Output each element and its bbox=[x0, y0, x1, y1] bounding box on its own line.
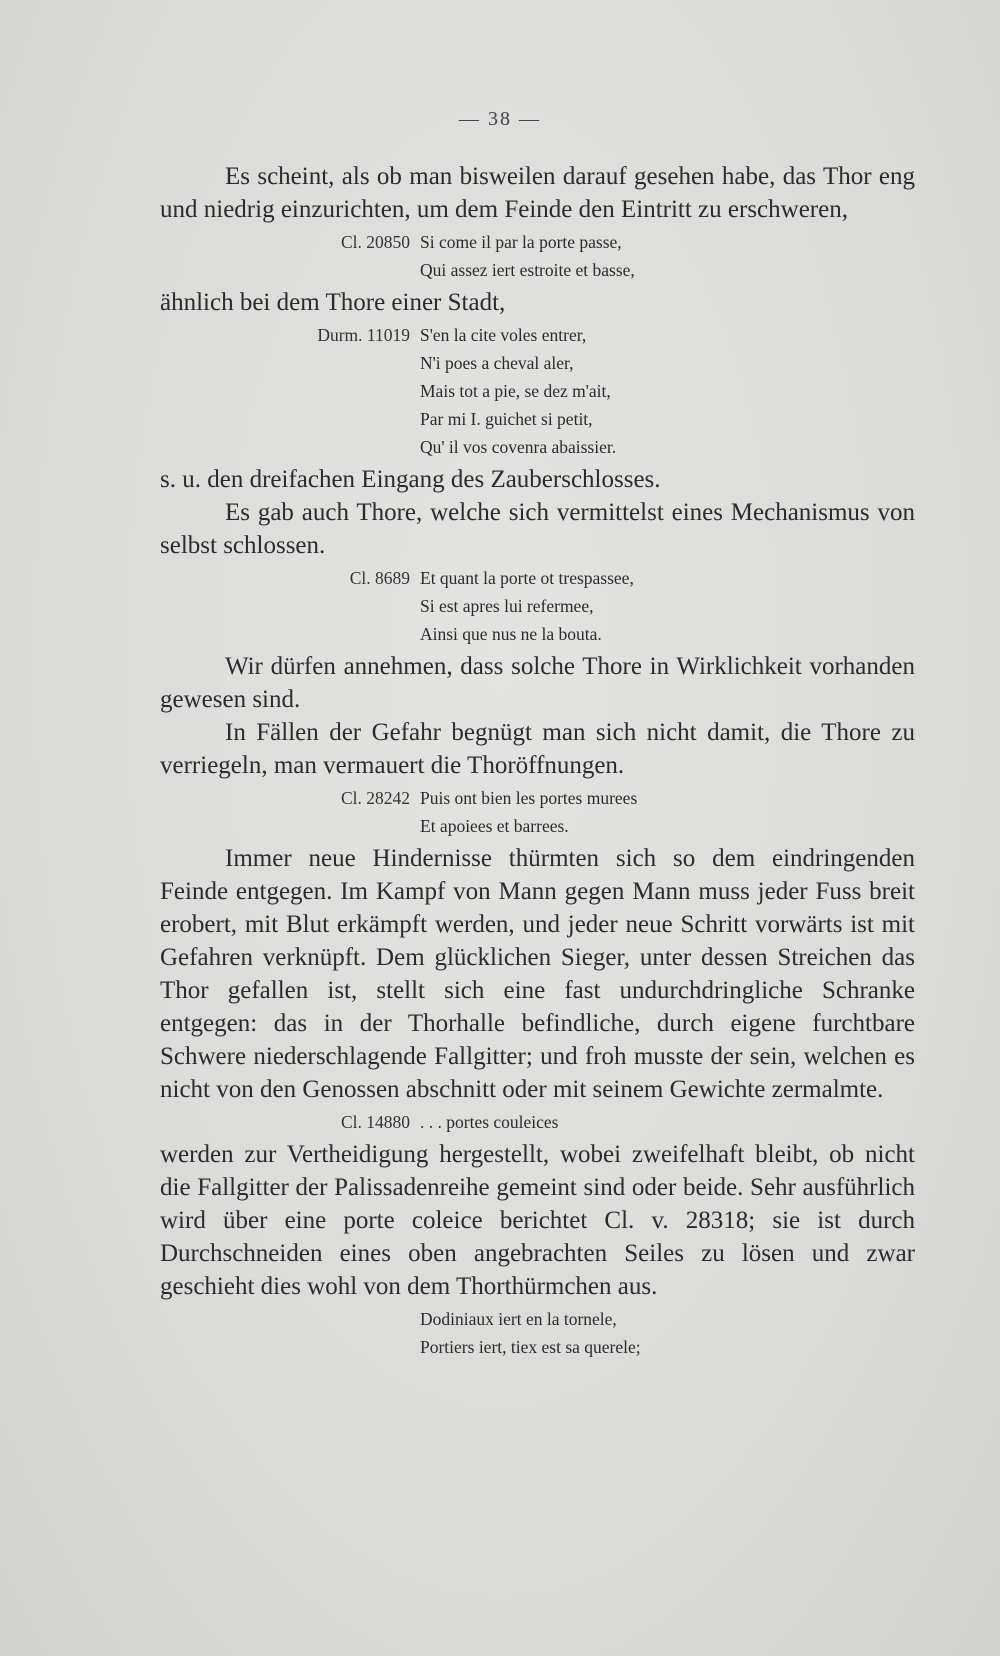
verse-line: Ainsi que nus ne la bouta. bbox=[420, 624, 602, 644]
quote-source: Durm. 11019 bbox=[317, 325, 410, 345]
paragraph-5: Wir dürfen annehmen, dass solche Thore in Wirklichkeit vorhanden gewesen sind. bbox=[160, 653, 915, 713]
paragraph-1: Es scheint, als ob man bisweilen darauf gesehen habe, das Thor eng und niedrig einzurichten, um dem Feinde den Eintritt zu erschweren, bbox=[160, 163, 915, 223]
verse-line: Et quant la porte ot trespassee, bbox=[420, 568, 634, 588]
verse-line: N'i poes a cheval aler, bbox=[420, 353, 574, 373]
verse-line: Par mi I. guichet si petit, bbox=[420, 409, 593, 429]
verse-quote-5 bbox=[160, 1108, 915, 1136]
verse-line: Si come il par la porte passe, bbox=[420, 232, 622, 252]
verse-quote-3 bbox=[160, 564, 915, 648]
verse-quote-6 bbox=[160, 1305, 915, 1361]
verse-line: . . . portes couleices bbox=[420, 1112, 559, 1132]
quote-source: Cl. 28242 bbox=[340, 788, 410, 808]
paragraph-2: ähnlich bei dem Thore einer Stadt, bbox=[160, 289, 506, 316]
verse-quote-4 bbox=[160, 784, 915, 840]
verse-line: Dodiniaux iert en la tornele, bbox=[420, 1309, 617, 1329]
quote-source: Cl. 8689 bbox=[349, 568, 410, 588]
verse-line: Portiers iert, tiex est sa querele; bbox=[420, 1337, 641, 1357]
page-number: — 38 — bbox=[459, 108, 541, 130]
verse-line: Et apoiees et barrees. bbox=[420, 816, 569, 836]
verse-line: Qui assez iert estroite et basse, bbox=[420, 260, 635, 280]
verse-line: Si est apres lui refermee, bbox=[420, 596, 594, 616]
paragraph-7: Immer neue Hindernisse thürmten sich so dem eindringenden Feinde entgegen. Im Kampf von Mann gegen Mann muss jeder Fuss breit erobert, mit Blut erkämpft werden, und jeder neue Schritt vorwärts ist mit Gefahren verknüpft. Dem glücklichen Sieger, unter dessen Streichen das Thor gefallen ist, stellt sich eine fast undurchdringliche Schranke entgegen: das in der Thorhalle befindliche, durch eigene furchtbare Schwere niederschlagende Fallgitter; und froh musste der sein, welchen es nicht von den Genossen abschnitt oder mit seinem Gewichte zermalmte. bbox=[160, 845, 915, 1103]
paragraph-8: werden zur Vertheidigung hergestellt, wobei zweifelhaft bleibt, ob nicht die Fallgitter der Palissadenreihe gemeint sind oder beide. Sehr ausführlich wird über eine porte coleice berichtet Cl. v. 28318; sie ist durch Durchschneiden eines oben angebrachten Seiles zu lösen und zwar geschieht dies wohl von dem Thorthürmchen aus. bbox=[160, 1141, 915, 1300]
quote-source: Cl. 14880 bbox=[340, 1112, 410, 1132]
paragraph-4: Es gab auch Thore, welche sich vermittelst eines Mechanismus von selbst schlossen. bbox=[160, 499, 915, 559]
verse-line: Puis ont bien les portes murees bbox=[420, 788, 638, 808]
verse-line: S'en la cite voles entrer, bbox=[420, 325, 587, 345]
verse-quote-2 bbox=[160, 321, 915, 461]
verse-line: Qu' il vos covenra abaissier. bbox=[420, 437, 617, 457]
verse-line: Mais tot a pie, se dez m'ait, bbox=[420, 381, 611, 401]
quote-source: Cl. 20850 bbox=[340, 232, 410, 252]
paragraph-6: In Fällen der Gefahr begnügt man sich nicht damit, die Thore zu verriegeln, man vermauert die Thoröffnungen. bbox=[160, 719, 915, 779]
page-body bbox=[160, 160, 915, 1363]
paragraph-3: s. u. den dreifachen Eingang des Zauberschlosses. bbox=[160, 466, 661, 493]
verse-quote-1 bbox=[160, 228, 915, 284]
